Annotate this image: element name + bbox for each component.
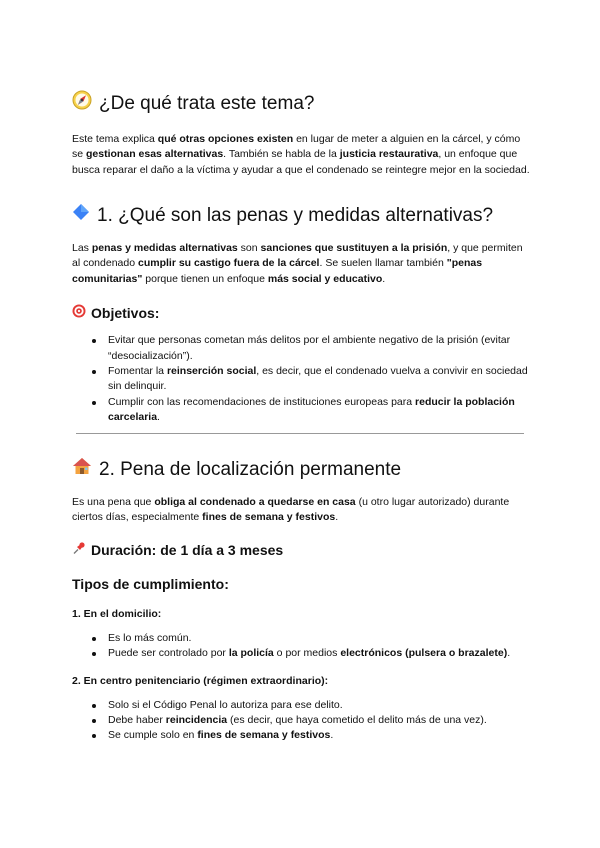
intro-paragraph: [72, 132, 532, 178]
sub1-heading: 1. En el domicilio:: [72, 607, 162, 620]
duration-heading: [72, 541, 532, 559]
text-run: , es decir, que el condenado vuelva a convivir en sociedad sin delinquir.: [108, 365, 528, 393]
intro-section: [72, 90, 532, 178]
section-2-heading: [72, 456, 532, 483]
intro-heading: [72, 90, 532, 117]
types-heading: Tipos de cumplimiento:: [72, 575, 229, 592]
text-run: . También se habla de la: [223, 148, 340, 161]
bold-text: qué otras opciones existen: [157, 133, 294, 145]
text-run: Solo si el Código Penal lo autoriza para ese delito.: [108, 698, 343, 711]
text-run: Cumplir con las recomendaciones de instituciones europeas para: [108, 395, 416, 408]
section-1-paragraph: [72, 241, 532, 287]
list-item: [72, 364, 532, 395]
bold-text: sanciones que sustituyen a la prisión: [260, 242, 448, 254]
bold-text: justicia restaurativa: [339, 148, 439, 161]
pushpin-icon: [72, 541, 86, 559]
text-run: , un enfoque que busca reparar el daño a la víctima y ayudar a que el condenado se reintegre mejor en la sociedad.: [72, 148, 530, 176]
compass-icon: [72, 90, 92, 117]
text-run: Se cumple solo en: [108, 729, 198, 742]
bold-text: gestionan esas alternativas: [86, 148, 224, 161]
bold-text: cumplir su castigo fuera de la cárcel: [137, 257, 320, 270]
bold-text: "penas comunitarias": [72, 257, 483, 285]
text-run: (es decir, que haya cometido el delito más de una vez).: [227, 714, 487, 727]
text-run: Es lo más común.: [108, 631, 192, 644]
text-run: Evitar que personas cometan más delitos por el ambiente negativo de la prisión (evitar “desocialización”).: [108, 334, 511, 362]
list-item: [72, 631, 532, 646]
text-run: Es una pena que: [72, 496, 155, 508]
section-1: [72, 203, 532, 426]
duration-text: Duración: de 1 día a 3 meses: [91, 541, 284, 558]
text-run: Las: [72, 242, 92, 254]
text-run: .: [330, 729, 334, 742]
text-run: .: [157, 411, 160, 424]
objectives-heading-text: Objetivos:: [91, 305, 160, 322]
list-item: [72, 713, 532, 728]
sub2-list: [72, 698, 532, 744]
section-2-paragraph: [72, 495, 532, 526]
sub2-heading: 2. En centro penitenciario (régimen extraordinario):: [72, 674, 329, 687]
bold-text: reincidencia: [165, 714, 228, 727]
text-run: . Se suelen llamar también: [319, 257, 447, 270]
text-run: Debe haber: [108, 714, 166, 727]
bold-text: electrónicos (pulsera o brazalete): [340, 647, 508, 660]
bold-text: penas y medidas alternativas: [91, 242, 238, 254]
bold-text: reinserción social: [166, 365, 257, 378]
section-2: [72, 456, 532, 744]
list-item: [72, 395, 532, 426]
bold-text: obliga al condenado a quedarse en casa: [154, 496, 356, 508]
intro-heading-text: ¿De qué trata este tema?: [99, 92, 315, 114]
list-item: [72, 698, 532, 713]
section-1-heading: [72, 203, 532, 228]
text-run: , y que permiten al condenado: [72, 242, 523, 270]
list-item: [72, 646, 532, 661]
text-run: Puede ser controlado por: [108, 647, 229, 660]
text-run: .: [335, 511, 339, 524]
section-1-heading-text: 1. ¿Qué son las penas y medidas alternativas?: [97, 204, 494, 226]
bold-text: fines de semana y festivos: [202, 511, 336, 524]
text-run: .: [382, 272, 386, 285]
sub1-list: [72, 631, 532, 662]
text-run: en lugar de meter a alguien en la cárcel, y cómo se: [72, 133, 521, 161]
text-run: o por medios: [273, 647, 341, 660]
bold-text: fines de semana y festivos: [197, 729, 331, 742]
text-run: Fomentar la: [108, 365, 167, 378]
text-run: .: [507, 647, 511, 660]
text-run: (u otro lugar autorizado) durante ciertos días, especialmente: [72, 496, 510, 524]
house-icon: [72, 456, 92, 483]
list-item: [72, 728, 532, 743]
bold-text: reducir la población carcelaria: [108, 395, 515, 424]
blue-diamond-icon: [72, 203, 90, 228]
text-run: son: [237, 242, 261, 254]
objectives-heading: [72, 304, 532, 322]
text-run: Este tema explica: [72, 133, 158, 145]
target-icon: [72, 304, 86, 322]
objectives-list: [72, 333, 532, 425]
bold-text: más social y educativo: [267, 272, 383, 285]
list-item: [72, 333, 532, 364]
bold-text: la policía: [228, 647, 274, 660]
horizontal-divider: [76, 433, 524, 434]
text-run: porque tienen un enfoque: [142, 272, 268, 285]
section-2-heading-text: 2. Pena de localización permanente: [99, 458, 402, 480]
